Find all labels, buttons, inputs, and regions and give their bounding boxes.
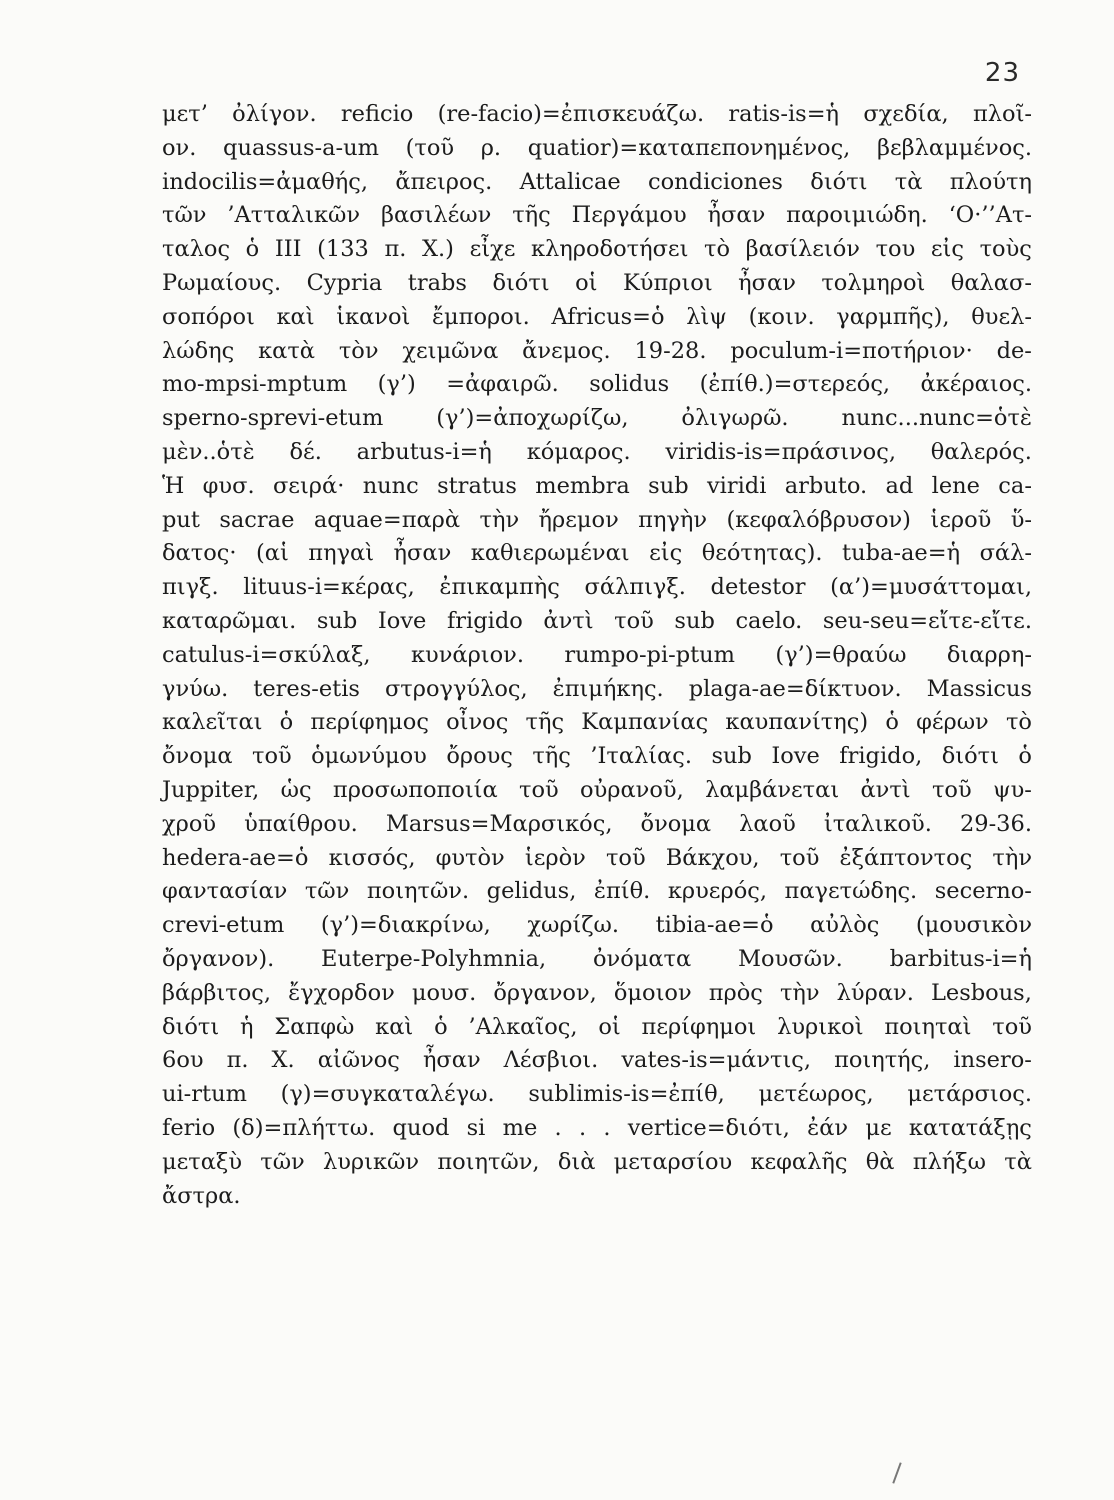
text-line: μετ’ ὀλίγον. reficio (re-facio)=ἐπισκευάζω. ratis-is=ἡ σχεδία, πλοῖ- bbox=[162, 101, 1032, 127]
text-line: πιγξ. lituus-i=κέρας, ἐπικαμπὴς σάλπιγξ. detestor (α’)=μυσάττομαι, bbox=[162, 574, 1032, 601]
text-line: 6ου π. Χ. αἰῶνος ἦσαν Λέσβιοι. vates-is=μάντις, ποιητής, insero- bbox=[162, 1047, 1032, 1074]
text-line: ὄργανον). Euterpe-Polyhmnia, ὀνόματα Μουσῶν. barbitus-i=ἡ bbox=[162, 945, 1032, 972]
text-line: Ρωμαίους. Cypria trabs διότι οἱ Κύπριοι ἦσαν τολμηροὶ θαλασ- bbox=[162, 269, 1032, 296]
text-line: μὲν..ὁτὲ δέ. arbutus-i=ἡ κόμαρος. viridis-is=πράσινος, θαλερός. bbox=[162, 438, 1032, 465]
text-line: sperno-sprevi-etum (γ’)=ἀποχωρίζω, ὀλιγωρῶ. nunc...nunc=ὁτὲ bbox=[162, 405, 1032, 432]
text-line: ον. quassus-a-um (τοῦ ρ. quatior)=καταπεπονημένος, βεβλαμμένος. bbox=[162, 134, 1032, 161]
text-line: ὄνομα τοῦ ὁμωνύμου ὄρους τῆς ’Ιταλίας. sub Iove frigido, διότι ὁ bbox=[162, 743, 1032, 770]
text-line: ταλος ὁ ΙΙΙ (133 π. Χ.) εἶχε κληροδοτήσει τὸ βασίλειόν του εἰς τοὺς bbox=[162, 236, 1032, 263]
text-line: τῶν ’Ατταλικῶν βασιλέων τῆς Περγάμου ἦσαν παροιμιώδη. ‘Ο·’’Ατ- bbox=[162, 202, 1032, 229]
text-line: ἄστρα. bbox=[162, 1182, 241, 1209]
text-line: σοπόροι καὶ ἱκανοὶ ἔμποροι. Africus=ὁ λὶψ (κοιν. γαρμπῆς), θυελ- bbox=[162, 303, 1032, 330]
text-line: καλεῖται ὁ περίφημος οἶνος τῆς Καμπανίας καυπανίτης) ὁ φέρων τὸ bbox=[162, 709, 1032, 736]
text-line: λώδης κατὰ τὸν χειμῶνα ἄνεμος. 19-28. poculum-i=ποτήριον· de- bbox=[162, 337, 1032, 364]
text-line: διότι ἡ Σαπφὼ καὶ ὁ ’Αλκαῖος, οἱ περίφημοι λυρικοὶ ποιηταὶ τοῦ bbox=[162, 1013, 1032, 1040]
page-number: 23 bbox=[984, 58, 1020, 88]
text-line: γνύω. teres-etis στρογγύλος, ἐπιμήκης. plaga-ae=δίκτυον. Massicus bbox=[162, 675, 1032, 702]
text-line: Ἡ φυσ. σειρά· nunc stratus membra sub viridi arbuto. ad lene ca- bbox=[162, 472, 1032, 499]
text-line: Juppiter, ὡς προσωποποιία τοῦ οὐρανοῦ, λαμβάνεται ἀντὶ τοῦ ψυ- bbox=[162, 776, 1032, 803]
text-line: ui-rtum (γ)=συγκαταλέγω. sublimis-is=ἐπίθ, μετέωρος, μετάρσιος. bbox=[162, 1081, 1032, 1108]
text-line: ferio (δ)=πλήττω. quod si me . . . vertice=διότι, ἐάν με κατατάξῃς bbox=[162, 1114, 1032, 1141]
text-line: δατος· (αἱ πηγαὶ ἦσαν καθιερωμέναι εἰς θεότητας). tuba-ae=ἡ σάλ- bbox=[162, 540, 1032, 567]
text-line: catulus-i=σκύλαξ, κυνάριον. rumpo-pi-ptum (γ’)=θραύω διαρρη- bbox=[162, 641, 1032, 668]
text-line: χροῦ ὑπαίθρου. Marsus=Μαρσικός, ὄνομα λαοῦ ἰταλικοῦ. 29-36. bbox=[162, 810, 1032, 837]
stray-pencil-mark bbox=[892, 1462, 901, 1483]
text-line: καταρῶμαι. sub Iove frigido ἀντὶ τοῦ sub caelo. seu-seu=εἴτε-εἴτε. bbox=[162, 607, 1032, 634]
text-line: βάρβιτος, ἔγχορδον μουσ. ὄργανον, ὅμοιον πρὸς τὴν λύραν. Lesbous, bbox=[162, 979, 1032, 1006]
text-line: φαντασίαν τῶν ποιητῶν. gelidus, ἐπίθ. κρυερός, παγετώδης. secerno- bbox=[162, 878, 1032, 905]
text-line: mo-mpsi-mptum (γ’) =ἀφαιρῶ. solidus (ἐπίθ.)=στερεός, ἀκέραιος. bbox=[162, 371, 1032, 398]
text-line: hedera-ae=ὁ κισσός, φυτὸν ἱερὸν τοῦ Βάκχου, τοῦ ἐξάπτοντος τὴν bbox=[162, 844, 1032, 871]
text-line: μεταξὺ τῶν λυρικῶν ποιητῶν, διὰ μεταρσίου κεφαλῆς θὰ πλήξω τὰ bbox=[162, 1148, 1032, 1175]
commentary-text bbox=[162, 98, 1032, 1213]
text-line: indocilis=ἀμαθής, ἄπειρος. Attalicae condiciones διότι τὰ πλούτη bbox=[162, 168, 1032, 195]
text-line: crevi-etum (γ’)=διακρίνω, χωρίζω. tibia-ae=ὁ αὐλὸς (μουσικὸν bbox=[162, 912, 1032, 939]
text-line: put sacrae aquae=παρὰ τὴν ἤρεμον πηγὴν (κεφαλόβρυσον) ἱεροῦ ὕ- bbox=[162, 506, 1032, 533]
